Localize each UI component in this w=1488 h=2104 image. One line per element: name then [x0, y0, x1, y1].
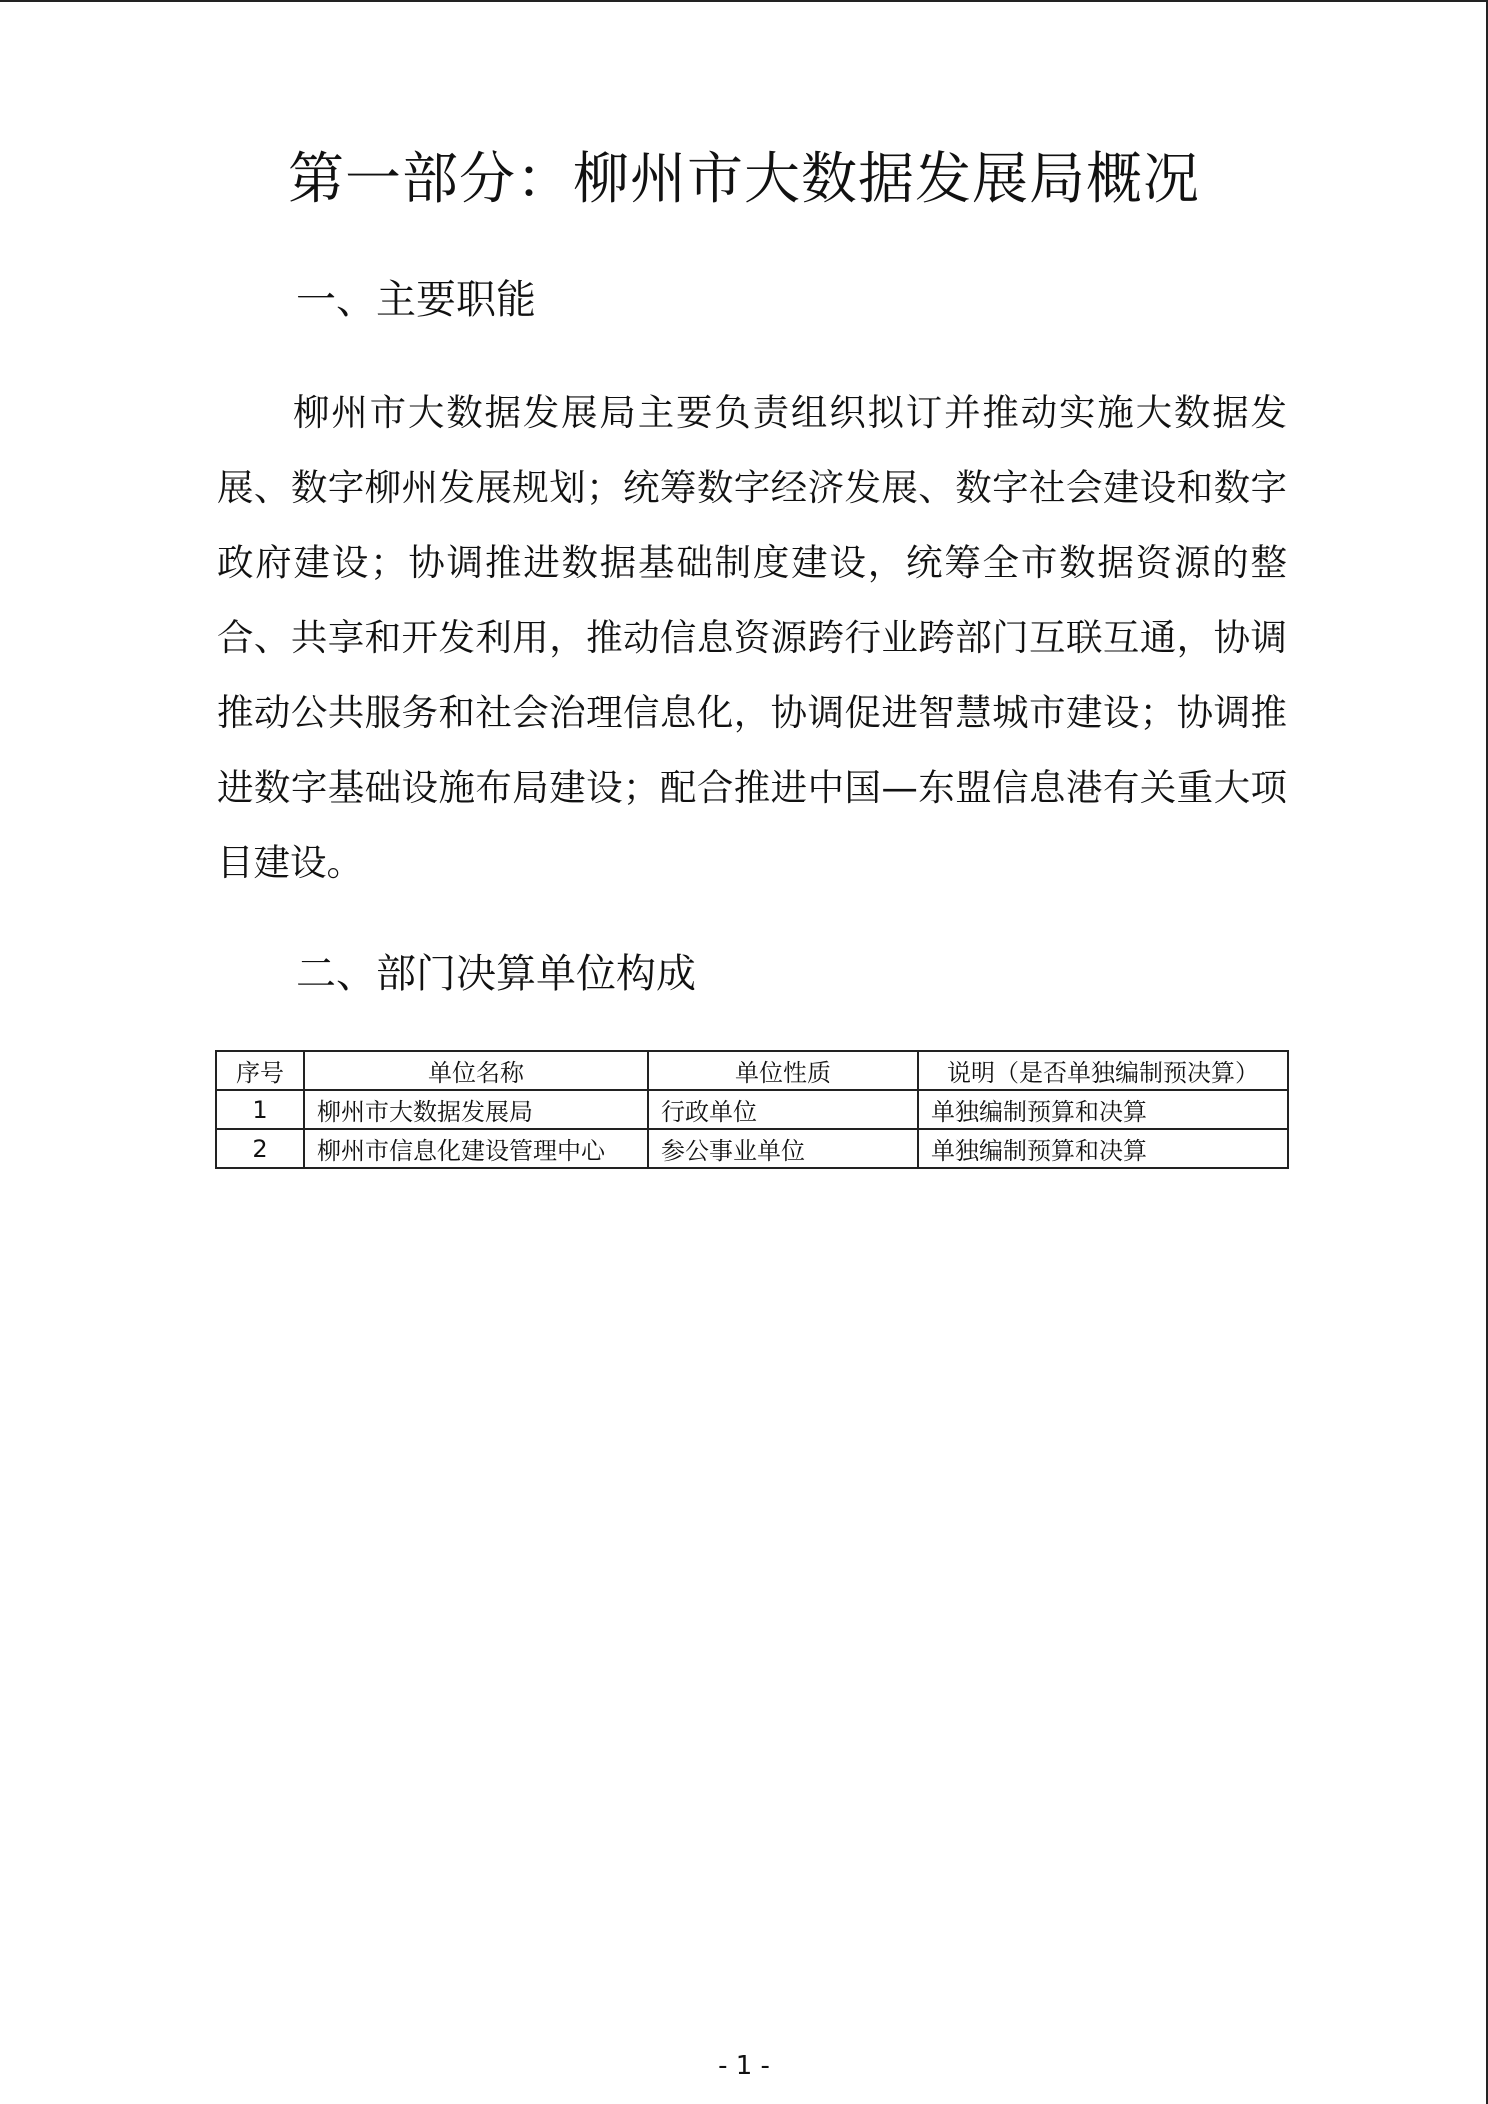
section-heading-main-functions: 一、主要职能 — [296, 277, 536, 323]
page-number: - 1 - — [718, 2051, 770, 2081]
header-index: 序号 — [216, 1051, 304, 1090]
main-functions-paragraph: 柳州市大数据发展局主要负责组织拟订并推动实施大数据发展、数字柳州发展规划；统筹数字经济发展、数字社会建设和数字政府建设；协调推进数据基础制度建设，统筹全市数据资源的整合、共享和开发利用，推动信息资源跨行业跨部门互联互通，协调推动公共服务和社会治理信息化，协调促进智慧城市建设；协调推进数字基础设施布局建设；配合推进中国—东盟信息港有关重大项目建设。 — [217, 391, 1287, 884]
cell-index: 1 — [216, 1090, 304, 1129]
cell-unit-name: 柳州市信息化建设管理中心 — [304, 1129, 648, 1168]
header-unit-name: 单位名称 — [304, 1051, 648, 1090]
page-title: 第一部分：柳州市大数据发展局概况 — [288, 147, 1200, 212]
cell-unit-nature: 行政单位 — [648, 1090, 918, 1129]
cell-index: 2 — [216, 1129, 304, 1168]
header-description: 说明（是否单独编制预决算） — [918, 1051, 1288, 1090]
table-header-row — [216, 1051, 1288, 1090]
table-row — [216, 1090, 1288, 1129]
cell-description: 单独编制预算和决算 — [918, 1090, 1288, 1129]
table-row — [216, 1129, 1288, 1168]
cell-description: 单独编制预算和决算 — [918, 1129, 1288, 1168]
section-heading-unit-composition: 二、部门决算单位构成 — [296, 951, 696, 997]
cell-unit-name: 柳州市大数据发展局 — [304, 1090, 648, 1129]
header-unit-nature: 单位性质 — [648, 1051, 918, 1090]
unit-composition-table — [215, 1050, 1289, 1169]
cell-unit-nature: 参公事业单位 — [648, 1129, 918, 1168]
